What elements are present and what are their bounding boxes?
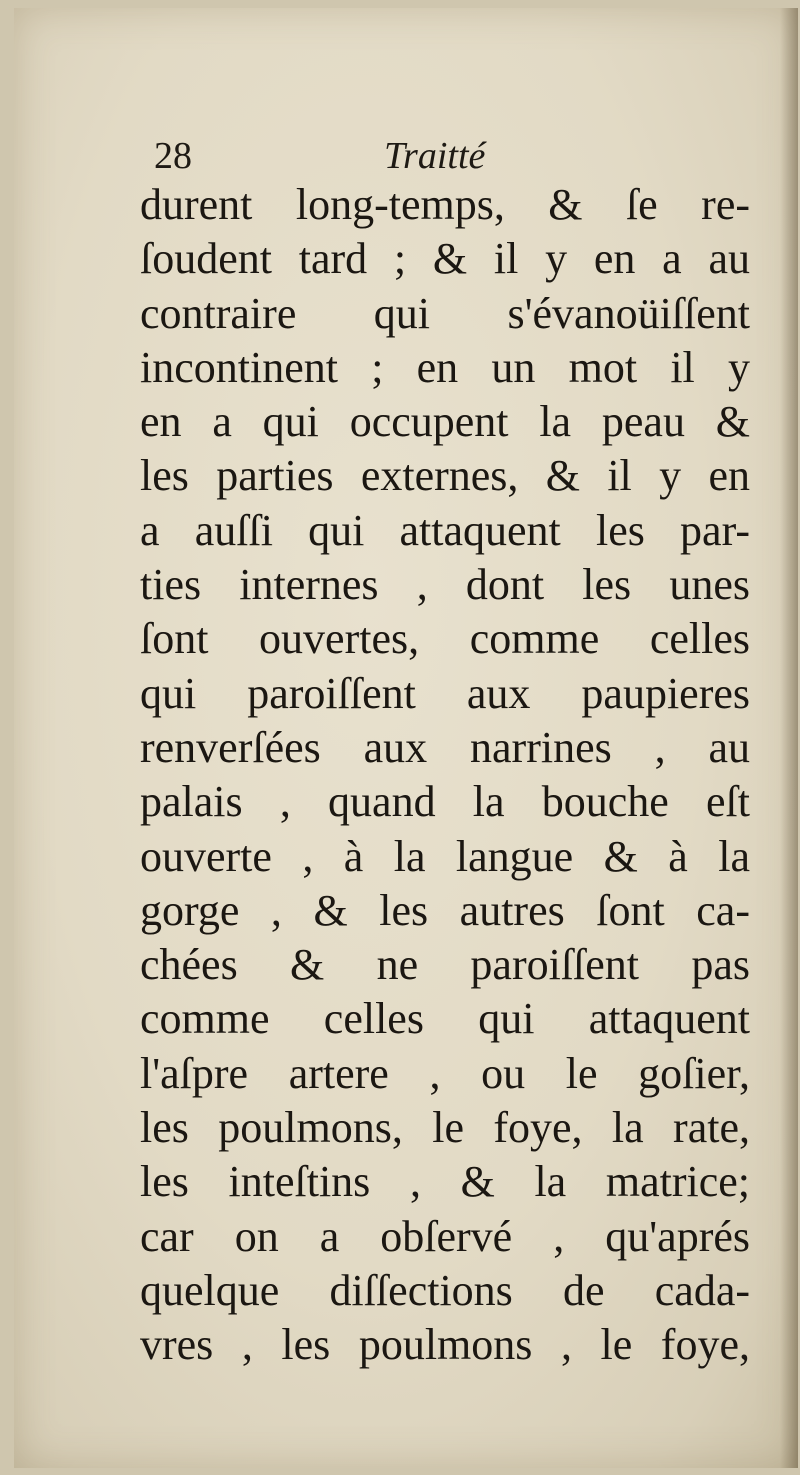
- text-line: les parties externes, & il y en: [140, 451, 750, 501]
- text-line: comme celles qui attaquent: [140, 994, 750, 1044]
- text-line: durent long-temps, & ſe re-: [140, 180, 750, 229]
- text-line: contraire qui s'évanoüiſſent: [140, 288, 750, 338]
- book-page: [14, 8, 798, 1468]
- text-line: les inteſtins , & la matrice;: [140, 1157, 750, 1207]
- text-line: chées & ne paroiſſent pas: [140, 940, 750, 990]
- running-title: Traitté: [384, 135, 486, 177]
- text-line: vres , les poulmons , le foye,: [140, 1320, 750, 1370]
- text-line: ties internes , dont les unes: [140, 560, 750, 610]
- body-text: [140, 178, 750, 1373]
- text-line: incontinent ; en un mot il y: [140, 342, 750, 392]
- text-line: car on a obſervé , qu'aprés: [140, 1211, 750, 1261]
- text-line: en a qui occupent la peau &: [140, 397, 750, 447]
- text-line: les poulmons, le foye, la rate,: [140, 1103, 750, 1153]
- text-line: quelque diſſections de cada-: [140, 1265, 750, 1315]
- text-line: ouverte , à la langue & à la: [140, 831, 750, 881]
- text-line: gorge , & les autres ſont ca-: [140, 885, 750, 935]
- text-line: renverſées aux narrines , au: [140, 722, 750, 772]
- text-line: a auſſi qui attaquent les par-: [140, 505, 750, 555]
- text-line: qui paroiſſent aux paupieres: [140, 668, 750, 718]
- text-line: ſoudent tard ; & il y en a au: [140, 234, 750, 284]
- text-line: ſont ouvertes, comme celles: [140, 614, 750, 664]
- page-number: 28: [154, 135, 192, 177]
- gutter-shadow: [780, 8, 798, 1468]
- text-line: palais , quand la bouche eſt: [140, 777, 750, 827]
- text-line: l'aſpre artere , ou le goſier,: [140, 1048, 750, 1098]
- page-header: [154, 134, 574, 184]
